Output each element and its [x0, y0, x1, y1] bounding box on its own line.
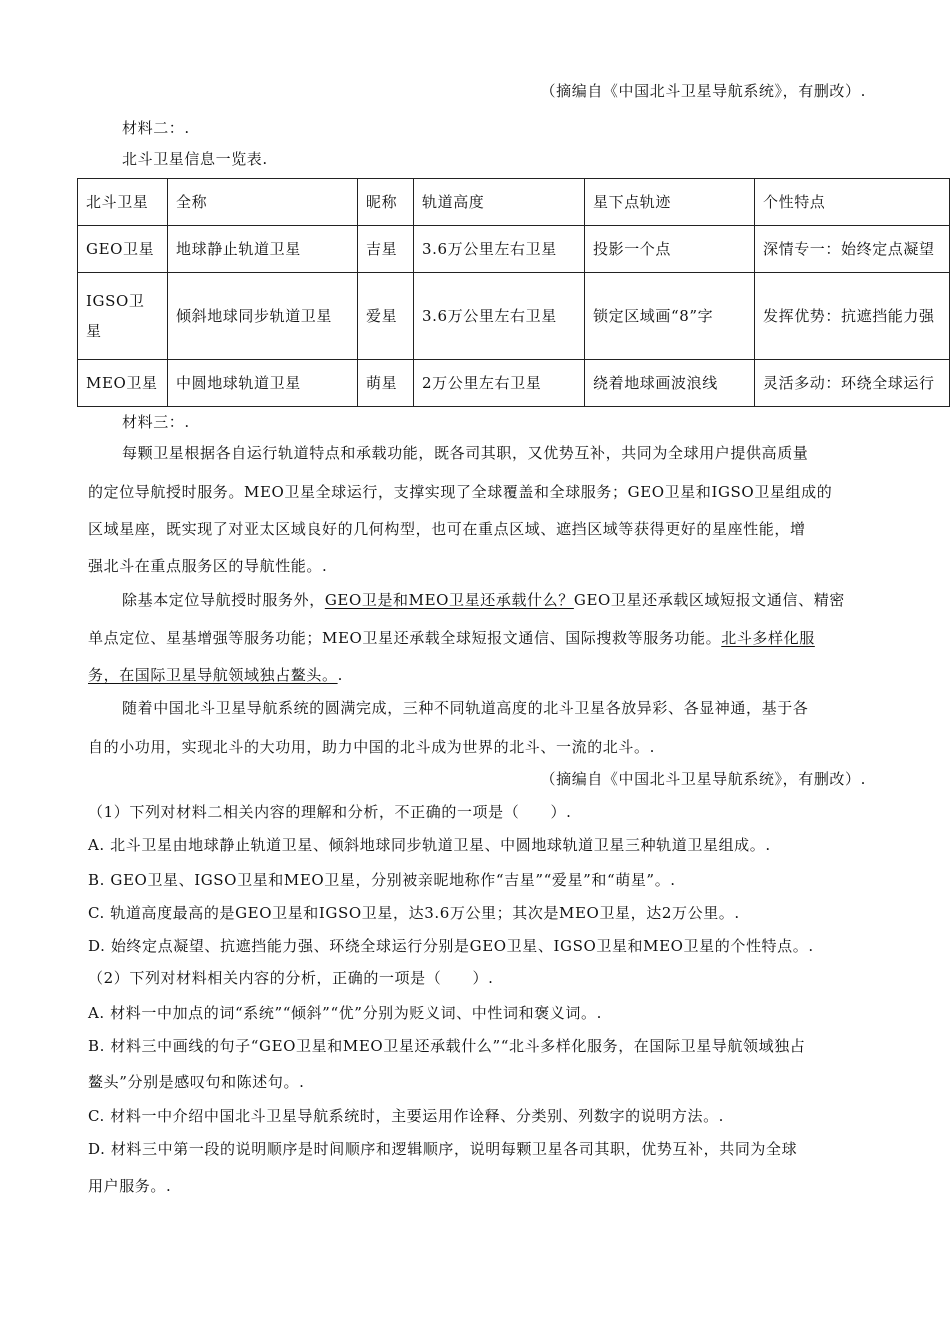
table-header-cell: 星下点轨迹	[585, 179, 755, 226]
text-span: GEO卫星还承载区域短报文通信、精密	[573, 591, 845, 609]
q2-option-a: A. 材料一中加点的词“系统”“倾斜”“优”分别为贬义词、中性词和褒义词。.	[88, 1004, 602, 1022]
paragraph-line: 强北斗在重点服务区的导航性能。.	[88, 557, 328, 575]
table-cell: 发挥优势：抗遮挡能力强	[755, 273, 950, 360]
paragraph-line	[88, 664, 343, 685]
q1-option-d: D. 始终定点凝望、抗遮挡能力强、环绕全球运行分别是GEO卫星、IGSO卫星和MEO卫星的个性特点。.	[88, 937, 814, 955]
beidou-satellite-table	[77, 178, 950, 407]
question-2-stem: （2）下列对材料相关内容的分析，正确的一项是（ ）.	[88, 969, 494, 987]
table-cell: 3.6万公里左右卫星	[414, 226, 585, 273]
paragraph-line: 的定位导航授时服务。MEO卫星全球运行，支撑实现了全球覆盖和全球服务；GEO卫星和IGSO卫星组成的	[88, 483, 833, 501]
text-span: .	[337, 666, 343, 684]
table-cell: IGSO卫星	[78, 273, 168, 360]
material-3-label: 材料三：.	[122, 413, 190, 431]
table-caption: 北斗卫星信息一览表.	[122, 150, 268, 168]
q2-option-b-continued: 鳌头”分别是感叹句和陈述句。.	[88, 1073, 305, 1091]
table-header-cell: 昵称	[358, 179, 414, 226]
paragraph-line	[122, 589, 845, 610]
table-cell: 吉星	[358, 226, 414, 273]
source-citation: （摘编自《中国北斗卫星导航系统》，有删改）.	[540, 82, 866, 100]
table-cell: 投影一个点	[585, 226, 755, 273]
table-row	[78, 360, 950, 407]
q2-option-c: C. 材料一中介绍中国北斗卫星导航系统时，主要运用作诠释、分类别、列数字的说明方法。.	[88, 1107, 725, 1125]
table-cell: 锁定区域画“8”字	[585, 273, 755, 360]
text-span: 单点定位、星基增强等服务功能；MEO卫星还承载全球短报文通信、国际搜救等服务功能。	[88, 629, 722, 647]
table-cell: 爱星	[358, 273, 414, 360]
table-cell: 萌星	[358, 360, 414, 407]
table-row	[78, 226, 950, 273]
underlined-sentence: GEO卫是和MEO卫星还承载什么？	[324, 591, 574, 609]
underlined-sentence: 北斗多样化服	[721, 629, 815, 647]
table-cell: 3.6万公里左右卫星	[414, 273, 585, 360]
paragraph-line: 随着中国北斗卫星导航系统的圆满完成，三种不同轨道高度的北斗卫星各放异彩、各显神通，基于各	[122, 699, 809, 717]
source-citation: （摘编自《中国北斗卫星导航系统》，有删改）.	[540, 770, 866, 788]
table-cell: 倾斜地球同步轨道卫星	[168, 273, 358, 360]
q1-option-c: C. 轨道高度最高的是GEO卫星和IGSO卫星，达3.6万公里；其次是MEO卫星，达2万公里。.	[88, 904, 740, 922]
q2-option-d: D. 材料三中第一段的说明顺序是时间顺序和逻辑顺序，说明每颗卫星各司其职，优势互补，共同为全球	[88, 1140, 798, 1158]
table-cell: 中圆地球轨道卫星	[168, 360, 358, 407]
table-header-cell: 北斗卫星	[78, 179, 168, 226]
table-header-cell: 全称	[168, 179, 358, 226]
paragraph-line: 每颗卫星根据各自运行轨道特点和承载功能，既各司其职，又优势互补，共同为全球用户提供高质量	[122, 444, 809, 462]
q1-option-a: A. 北斗卫星由地球静止轨道卫星、倾斜地球同步轨道卫星、中圆地球轨道卫星三种轨道卫星组成。.	[88, 836, 771, 854]
table-cell: MEO卫星	[78, 360, 168, 407]
underlined-sentence: 务，在国际卫星导航领域独占鳌头。	[88, 666, 338, 684]
q2-option-b: B. 材料三中画线的句子“GEO卫星和MEO卫星还承载什么”“北斗多样化服务，在国际卫星导航领域独占	[88, 1037, 806, 1055]
table-header-cell: 轨道高度	[414, 179, 585, 226]
table-cell: 灵活多动：环绕全球运行	[755, 360, 950, 407]
table-cell: 地球静止轨道卫星	[168, 226, 358, 273]
text-span: 除基本定位导航授时服务外，	[122, 591, 325, 609]
paragraph-line: 区域星座，既实现了对亚太区域良好的几何构型，也可在重点区域、遮挡区域等获得更好的星座性能，增	[88, 520, 806, 538]
table-row	[78, 273, 950, 360]
paragraph-line	[88, 627, 815, 648]
q2-option-d-continued: 用户服务。.	[88, 1177, 172, 1195]
table-cell: GEO卫星	[78, 226, 168, 273]
table-cell: 绕着地球画波浪线	[585, 360, 755, 407]
table-header-cell: 个性特点	[755, 179, 950, 226]
table-cell: 深情专一：始终定点凝望	[755, 226, 950, 273]
material-2-label: 材料二：.	[122, 119, 190, 137]
question-1-stem: （1）下列对材料二相关内容的理解和分析，不正确的一项是（ ）.	[88, 803, 572, 821]
q1-option-b: B. GEO卫星、IGSO卫星和MEO卫星，分别被亲昵地称作“吉星”“爱星”和“萌星”。.	[88, 871, 676, 889]
paragraph-line: 自的小功用，实现北斗的大功用，助力中国的北斗成为世界的北斗、一流的北斗。.	[88, 738, 655, 756]
table-cell: 2万公里左右卫星	[414, 360, 585, 407]
table-header-row	[78, 179, 950, 226]
